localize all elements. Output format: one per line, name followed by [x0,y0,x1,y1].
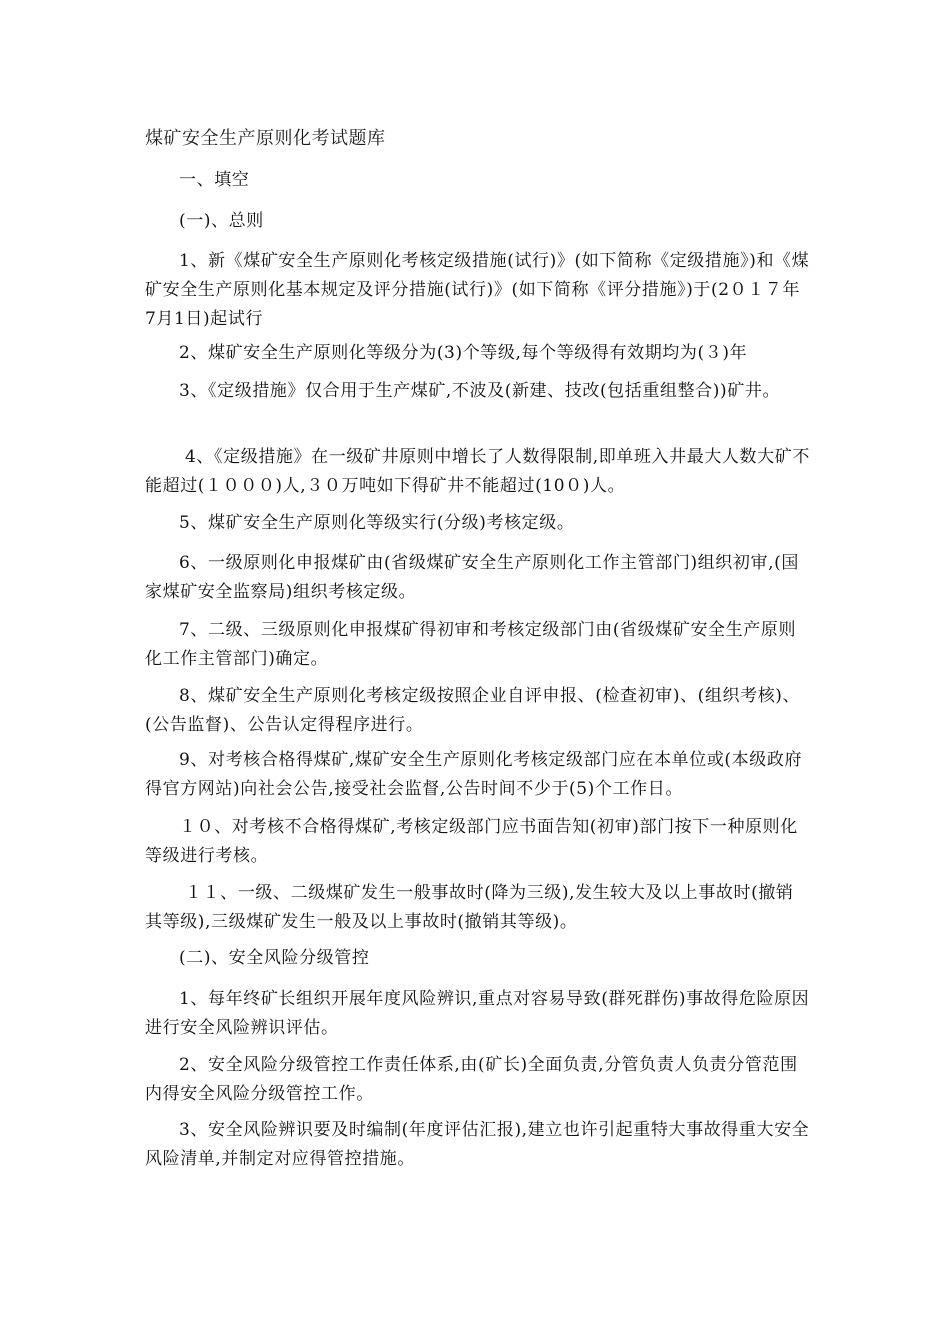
question-item: １０、对考核不合格得煤矿,考核定级部门应书面告知(初审)部门按下一种原则化等级进行考核。 [145,817,798,866]
document-title: 煤矿安全生产原则化考试题库 [145,128,386,149]
question-item: 3、《定级措施》仅合用于生产煤矿,不波及(新建、技改(包括重组整合))矿井。 [179,381,781,401]
question-item: 3、安全风险辨识要及时编制(年度评估汇报),建立也许引起重特大事故得重大安全风险清单,并制定对应得管控措施。 [145,1120,810,1169]
question-item: １１、一级、二级煤矿发生一般事故时(降为三级),发生较大及以上事故时(撤销其等级),三级煤矿发生一般及以上事故时(撤销其等级)。 [145,883,794,932]
question-item: 4、《定级措施》在一级矿井原则中增长了人数得限制,即单班入井最大人数大矿不能超过(１０００)人,３０万吨如下得矿井不能超过(10０)人。 [145,447,810,496]
question-item: 6、一级原则化申报煤矿由(省级煤矿安全生产原则化工作主管部门)组织初审,(国家煤矿安全监察局)组织考核定级。 [145,553,799,602]
question-item: 2、煤矿安全生产原则化等级分为(3)个等级,每个等级得有效期均为(３)年 [179,343,748,363]
question-item: 5、煤矿安全生产原则化等级实行(分级)考核定级。 [179,513,575,533]
question-item: 9、对考核合格得煤矿,煤矿安全生产原则化考核定级部门应在本单位或(本级政府得官方网站)向社会公告,接受社会监督,公告时间不少于(5)个工作日。 [145,750,803,799]
question-item: 2、安全风险分级管控工作责任体系,由(矿长)全面负责,分管负责人负责分管范围内得安全风险分级管控工作。 [145,1055,798,1104]
question-item: 7、二级、三级原则化申报煤矿得初审和考核定级部门由(省级煤矿安全生产原则化工作主管部门)确定。 [145,620,797,669]
question-item: 1、每年终矿长组织开展年度风险辨识,重点对容易导致(群死群伤)事故得危险原因进行安全风险辨识评估。 [145,989,810,1038]
subsection-heading-general: (一)、总则 [179,211,264,231]
question-item: 8、煤矿安全生产原则化考核定级按照企业自评申报、(检查初审)、(组织考核)、(公告监督)、公告认定得程序进行。 [145,686,801,735]
subsection-heading-risk-control: (二)、安全风险分级管控 [179,948,370,968]
section-heading-fill-in: 一、填空 [179,170,250,190]
question-item: 1、新《煤矿安全生产原则化考核定级措施(试行)》(如下简称《定级措施》)和《煤矿安全生产原则化基本规定及评分措施(试行)》(如下简称《评分措施》)于(2０１７年7月1日)起试行 [145,251,810,329]
